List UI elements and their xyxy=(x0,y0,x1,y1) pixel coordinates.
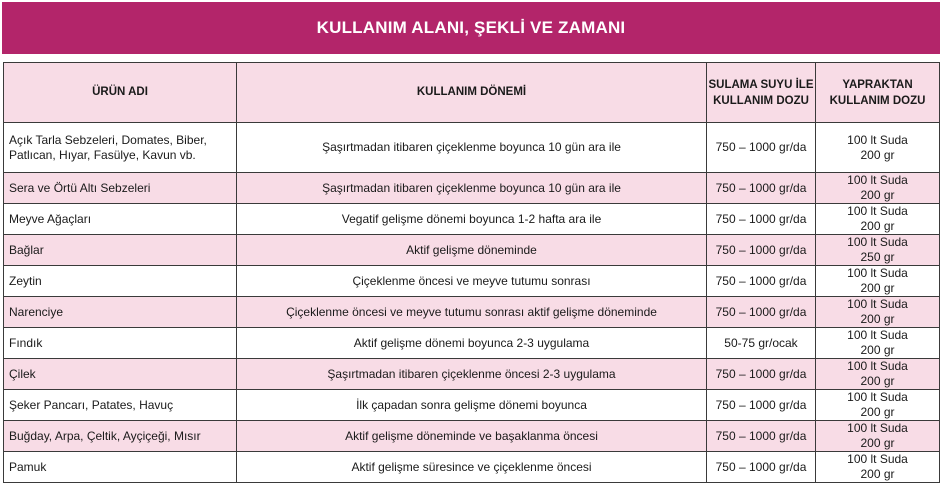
usage-period: Şaşırtmadan itibaren çiçeklenme boyunca 10 gün ara ile xyxy=(237,173,707,204)
product-name: Fındık xyxy=(4,328,237,359)
table-row xyxy=(4,235,940,266)
product-name: Bağlar xyxy=(4,235,237,266)
foliar-dose: 100 lt Suda 200 gr xyxy=(816,204,940,235)
table-row xyxy=(4,173,940,204)
table-row xyxy=(4,204,940,235)
product-name: Çilek xyxy=(4,359,237,390)
usage-period: Çiçeklenme öncesi ve meyve tutumu sonrası xyxy=(237,266,707,297)
product-name: Meyve Ağaçları xyxy=(4,204,237,235)
foliar-dose: 100 lt Suda 200 gr xyxy=(816,328,940,359)
product-name: Narenciye xyxy=(4,297,237,328)
foliar-dose: 100 lt Suda 200 gr xyxy=(816,421,940,452)
table-row xyxy=(4,452,940,483)
product-name: Buğday, Arpa, Çeltik, Ayçiçeği, Mısır xyxy=(4,421,237,452)
table-row xyxy=(4,421,940,452)
foliar-dose: 100 lt Suda 200 gr xyxy=(816,123,940,173)
irrigation-dose: 750 – 1000 gr/da xyxy=(707,266,816,297)
usage-period: Aktif gelişme süresince ve çiçeklenme öncesi xyxy=(237,452,707,483)
table-row xyxy=(4,266,940,297)
product-name: Pamuk xyxy=(4,452,237,483)
irrigation-dose: 750 – 1000 gr/da xyxy=(707,421,816,452)
irrigation-dose: 750 – 1000 gr/da xyxy=(707,173,816,204)
page-title: KULLANIM ALANI, ŞEKLİ VE ZAMANI xyxy=(316,18,626,37)
table-row xyxy=(4,328,940,359)
table-row xyxy=(4,123,940,173)
usage-period: Vegatif gelişme dönemi boyunca 1-2 hafta ara ile xyxy=(237,204,707,235)
irrigation-dose: 750 – 1000 gr/da xyxy=(707,123,816,173)
usage-period: Aktif gelişme döneminde xyxy=(237,235,707,266)
foliar-dose: 100 lt Suda 200 gr xyxy=(816,359,940,390)
table-row xyxy=(4,297,940,328)
table-row xyxy=(4,359,940,390)
usage-period: Aktif gelişme dönemi boyunca 2-3 uygulama xyxy=(237,328,707,359)
foliar-dose: 100 lt Suda 200 gr xyxy=(816,266,940,297)
product-name: Sera ve Örtü Altı Sebzeleri xyxy=(4,173,237,204)
foliar-dose: 100 lt Suda 250 gr xyxy=(816,235,940,266)
product-name: Zeytin xyxy=(4,266,237,297)
foliar-dose: 100 lt Suda 200 gr xyxy=(816,390,940,421)
table-header-row xyxy=(4,63,940,123)
usage-period: Çiçeklenme öncesi ve meyve tutumu sonrası aktif gelişme döneminde xyxy=(237,297,707,328)
product-name: Şeker Pancarı, Patates, Havuç xyxy=(4,390,237,421)
header-foliar: YAPRAKTAN KULLANIM DOZU xyxy=(816,63,940,123)
header-period: KULLANIM DÖNEMİ xyxy=(237,63,707,123)
usage-table xyxy=(3,62,940,483)
table-row xyxy=(4,390,940,421)
irrigation-dose: 750 – 1000 gr/da xyxy=(707,452,816,483)
irrigation-dose: 50-75 gr/ocak xyxy=(707,328,816,359)
irrigation-dose: 750 – 1000 gr/da xyxy=(707,297,816,328)
foliar-dose: 100 lt Suda 200 gr xyxy=(816,173,940,204)
product-name: Açık Tarla Sebzeleri, Domates, Biber, Patlıcan, Hıyar, Fasülye, Kavun vb. xyxy=(4,123,237,173)
usage-period: Şaşırtmadan itibaren çiçeklenme öncesi 2-3 uygulama xyxy=(237,359,707,390)
irrigation-dose: 750 – 1000 gr/da xyxy=(707,204,816,235)
irrigation-dose: 750 – 1000 gr/da xyxy=(707,359,816,390)
foliar-dose: 100 lt Suda 200 gr xyxy=(816,297,940,328)
usage-period: Aktif gelişme döneminde ve başaklanma öncesi xyxy=(237,421,707,452)
usage-period: İlk çapadan sonra gelişme dönemi boyunca xyxy=(237,390,707,421)
header-irrigation: SULAMA SUYU İLE KULLANIM DOZU xyxy=(707,63,816,123)
irrigation-dose: 750 – 1000 gr/da xyxy=(707,390,816,421)
header-product: ÜRÜN ADI xyxy=(4,63,237,123)
usage-period: Şaşırtmadan itibaren çiçeklenme boyunca 10 gün ara ile xyxy=(237,123,707,173)
irrigation-dose: 750 – 1000 gr/da xyxy=(707,235,816,266)
foliar-dose: 100 lt Suda 200 gr xyxy=(816,452,940,483)
title-banner xyxy=(2,2,940,54)
